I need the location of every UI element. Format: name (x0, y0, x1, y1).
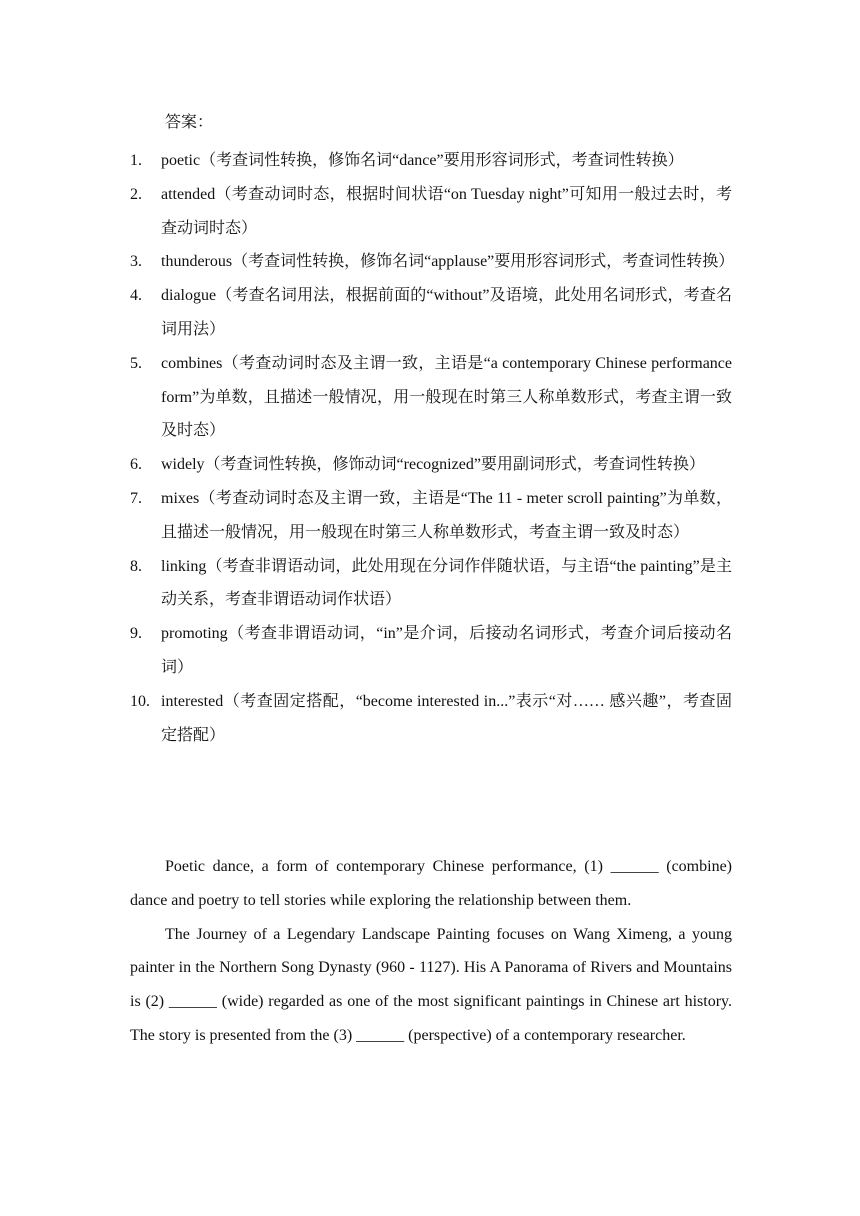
answer-text: combines（考查动词时态及主谓一致，主语是“a contemporary Chinese performance form”为单数，且描述一般情况，用一般现在时第三人称单数形式，考查主谓一致及时态） (161, 354, 732, 440)
answer-number: 8. (130, 557, 142, 575)
answer-number: 4. (130, 287, 142, 305)
answer-text: linking（考查非谓语动词，此处用现在分词作伴随状语，与主语“the painting”是主动关系，考查非谓语动词作状语） (161, 557, 732, 609)
reading-passage (130, 850, 732, 1053)
passage-paragraph: The Journey of a Legendary Landscape Painting focuses on Wang Ximeng, a young painter in the Northern Song Dynasty (960 - 1127). His A Panorama of Rivers and Mountains is (2) ______ (wide) regarded as one of the most significant paintings in Chinese art history. The story is presented from the (3) ______ (perspective) of a contemporary researcher. (130, 925, 732, 1044)
answer-text: thunderous（考查词性转换，修饰名词“applause”要用形容词形式，考查词性转换） (161, 253, 735, 271)
answer-item-6 (130, 448, 732, 482)
answer-item-2 (130, 178, 732, 246)
answer-item-4 (130, 279, 732, 347)
passage-paragraph: Poetic dance, a form of contemporary Chinese performance, (1) ______ (combine) dance and poetry to tell stories while exploring the relationship between them. (130, 858, 732, 909)
answer-text: mixes（考查动词时态及主谓一致，主语是“The 11 - meter scroll painting”为单数，且描述一般情况，用一般现在时第三人称单数形式，考查主谓一致及时态） (161, 489, 732, 541)
answer-list (130, 144, 735, 752)
answer-number: 1. (130, 152, 142, 169)
answer-heading: 答案： (165, 114, 214, 131)
answer-number: 3. (130, 253, 142, 271)
answer-number: 6. (130, 456, 142, 474)
answer-number: 7. (130, 489, 142, 507)
answer-text: attended（考查动词时态，根据时间状语“on Tuesday night”可知用一般过去时，考查动词时态） (161, 185, 732, 237)
answer-item-8 (130, 550, 732, 618)
answer-number: 10. (130, 692, 150, 710)
answer-item-7 (130, 482, 732, 550)
answer-text: dialogue（考查名词用法，根据前面的“without”及语境，此处用名词形式，考查名词用法） (161, 287, 732, 338)
answer-text: interested（考查固定搭配，“become interested in...”表示“对…… 感兴趣”，考查固定搭配） (161, 692, 732, 744)
answer-text: poetic（考查词性转换，修饰名词“dance”要用形容词形式，考查词性转换） (161, 152, 684, 169)
answer-number: 2. (130, 185, 142, 203)
answer-item-5 (130, 347, 732, 448)
answer-item-10 (130, 685, 732, 753)
answer-item-3 (130, 245, 735, 279)
answer-item-1 (130, 144, 732, 178)
answer-item-9 (130, 617, 732, 685)
answer-text: widely（考查词性转换，修饰动词“recognized”要用副词形式，考查词性转换） (161, 456, 705, 474)
answer-number: 5. (130, 354, 142, 372)
answer-text: promoting（考查非谓语动词，“in”是介词，后接动名词形式，考查介词后接动名词） (161, 625, 732, 676)
answer-number: 9. (130, 625, 142, 643)
